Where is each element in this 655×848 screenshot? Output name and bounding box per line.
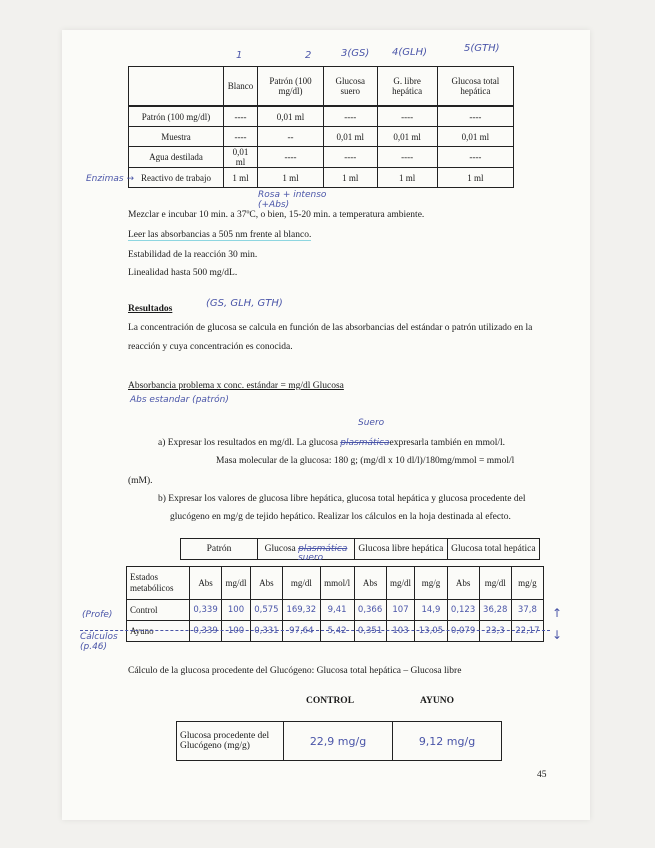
- table-cell: ----: [258, 147, 324, 168]
- control-value: 22,9 mg/g: [284, 722, 393, 761]
- table-cell: ----: [224, 127, 258, 147]
- column-number-3: 3(GS): [341, 48, 370, 59]
- row-header-line: Estados: [130, 572, 158, 582]
- table-cell: 100: [222, 600, 251, 621]
- table-cell: 0,366: [354, 600, 386, 621]
- table-row: [127, 567, 544, 600]
- item-a-suffix: expresarla también en mmol/l.: [389, 438, 506, 448]
- item-a-prefix: a) Expresar los resultados en mg/dl. La glucosa: [158, 438, 338, 448]
- results-paragraph: La concentración de glucosa se calcula en función de las absorbancias del estándar o patrón utilizado en la: [128, 323, 533, 333]
- table-row: [177, 722, 502, 761]
- formula: [128, 381, 344, 391]
- table-cell: 37,8: [511, 600, 543, 621]
- table-row: [129, 168, 514, 188]
- table-cell: 13,05: [415, 621, 447, 642]
- table-cell: 22,17: [511, 621, 543, 642]
- table-cell: ----: [437, 147, 513, 168]
- unit-cell: Abs: [190, 567, 222, 600]
- item-b-line1: b) Expresar los valores de glucosa libre hepática, glucosa total hepática y glucosa procedente del: [158, 494, 526, 504]
- row-label: Muestra: [129, 127, 224, 147]
- table-cell: 36,28: [479, 600, 511, 621]
- unit-cell: Abs: [250, 567, 282, 600]
- note-rosa-intenso: Rosa + intenso (+Abs): [258, 190, 327, 210]
- table-row: [129, 147, 514, 168]
- header-cell: Glucosa total hepática: [437, 67, 513, 107]
- column-number-2: 2: [305, 50, 312, 61]
- note-suero: Suero: [358, 418, 385, 428]
- control-label: CONTROL: [306, 696, 355, 706]
- table-cell: 1 ml: [258, 168, 324, 188]
- row-label: Ayuno: [127, 621, 190, 642]
- table-cell: 5,42: [320, 621, 354, 642]
- unit-cell: mg/g: [415, 567, 447, 600]
- column-number-5: 5(GTH): [464, 43, 500, 54]
- table-cell: 0,339: [190, 621, 222, 642]
- item-a-line3: (mM).: [128, 476, 153, 486]
- glucosa-note: suero: [298, 553, 324, 563]
- margin-note-enzimas: [86, 174, 134, 184]
- unit-cell: mmol/l: [320, 567, 354, 600]
- dashed-divider: [80, 630, 550, 631]
- glycogen-calc-line: Cálculo de la glucosa procedente del Glucógeno: Glucosa total hepática – Glucosa libre: [128, 666, 462, 676]
- margin-note-enzimas-text: Enzimas: [86, 174, 124, 184]
- table-cell: 103: [386, 621, 415, 642]
- glucosa-prefix: Glucosa: [264, 544, 296, 554]
- table-cell: 0,079: [447, 621, 479, 642]
- header-cell: Glucosa suero: [323, 67, 377, 107]
- table-cell: 0,01 ml: [323, 127, 377, 147]
- table-cell: ----: [323, 106, 377, 127]
- header-cell: Patrón: [181, 539, 258, 560]
- results-heading: Resultados: [128, 304, 173, 314]
- table-cell: --: [258, 127, 324, 147]
- table-cell: 97,64: [283, 621, 321, 642]
- header-cell: Glucosa libre hepática: [355, 539, 448, 560]
- table-cell: 0,575: [250, 600, 282, 621]
- row-label: Reactivo de trabajo: [129, 168, 224, 188]
- reagent-table: [128, 66, 514, 188]
- glycogen-table: [176, 721, 502, 761]
- instruction-line: Leer las absorbancias a 505 nm frente al blanco.: [128, 230, 312, 240]
- unit-cell: mg/dl: [222, 567, 251, 600]
- table-row: [127, 600, 544, 621]
- table-cell: 0,351: [354, 621, 386, 642]
- results-paragraph: reacción y cuya concentración es conocida.: [128, 342, 293, 352]
- arrow-right-icon: →: [123, 174, 134, 184]
- table-cell: 0,01 ml: [258, 106, 324, 127]
- formula-note: Abs estandar (patrón): [130, 395, 229, 405]
- item-a: [158, 438, 505, 448]
- unit-cell: Abs: [447, 567, 479, 600]
- ayuno-value: 9,12 mg/g: [393, 722, 502, 761]
- header-cell: G. libre hepática: [377, 67, 437, 107]
- ayuno-label: AYUNO: [420, 696, 454, 706]
- arrow-up-icon: ↑: [552, 606, 563, 620]
- row-label: Control: [127, 600, 190, 621]
- table-cell: ----: [377, 106, 437, 127]
- table-cell: ----: [437, 106, 513, 127]
- table-cell: 100: [222, 621, 251, 642]
- instruction-line: Linealidad hasta 500 mg/dL.: [128, 268, 238, 278]
- row-header-cell: [127, 567, 190, 600]
- header-cell: Patrón (100 mg/dl): [258, 67, 324, 107]
- item-b-line2: glucógeno en mg/g de tejido hepático. Realizar los cálculos en la hoja destinada al efecto.: [170, 512, 511, 522]
- header-cell: Blanco: [224, 67, 258, 107]
- row-label: Patrón (100 mg/dl): [129, 106, 224, 127]
- table-cell: 169,32: [283, 600, 321, 621]
- formula-text: Absorbancia problema x conc. estándar = mg/dl Glucosa: [128, 381, 344, 391]
- page-number: 45: [537, 770, 547, 780]
- margin-note-calculos: Cálculos (p.46): [80, 632, 118, 652]
- unit-cell: mg/g: [511, 567, 543, 600]
- unit-cell: mg/dl: [386, 567, 415, 600]
- table-cell: 0,01 ml: [437, 127, 513, 147]
- table-cell: 9,41: [320, 600, 354, 621]
- column-number-4: 4(GLH): [392, 47, 428, 58]
- table-row: [181, 539, 540, 560]
- table-cell: 1 ml: [437, 168, 513, 188]
- row-header-line: metabólicos: [130, 583, 174, 593]
- results-header-table: [180, 538, 540, 563]
- table-cell: 23,3: [479, 621, 511, 642]
- table-cell: 1 ml: [323, 168, 377, 188]
- table-row: [129, 106, 514, 127]
- table-cell: 1 ml: [377, 168, 437, 188]
- column-number-1: 1: [236, 50, 243, 61]
- header-cell-glucosa: [258, 539, 355, 563]
- table-row: [129, 127, 514, 147]
- table-cell: 0,01 ml: [224, 147, 258, 168]
- table-cell: ----: [377, 147, 437, 168]
- glucosa-struck: plasmática: [298, 544, 348, 554]
- row-label: Agua destilada: [129, 147, 224, 168]
- table-cell: 0,331: [250, 621, 282, 642]
- corner-cell: [129, 67, 224, 107]
- reagent-table-header: [129, 67, 514, 107]
- item-a-struck: plasmática: [340, 438, 390, 448]
- margin-note-profe: (Profe): [82, 610, 113, 620]
- instruction-line: Mezclar e incubar 10 min. a 37ºC, o bien, 15-20 min. a temperatura ambiente.: [128, 210, 425, 220]
- item-a-line2: Masa molecular de la glucosa: 180 g; (mg/dl x 10 dl/l)/180mg/mmol = mmol/l: [216, 456, 515, 466]
- table-cell: ----: [224, 106, 258, 127]
- table-cell: 14,9: [415, 600, 447, 621]
- table-cell: ----: [323, 147, 377, 168]
- unit-cell: mg/dl: [479, 567, 511, 600]
- results-heading-note: (GS, GLH, GTH): [206, 298, 283, 309]
- unit-cell: Abs: [354, 567, 386, 600]
- header-cell: Glucosa total hepática: [447, 539, 539, 560]
- table-cell: 0,01 ml: [377, 127, 437, 147]
- unit-cell: mg/dl: [283, 567, 321, 600]
- table-cell: 0,123: [447, 600, 479, 621]
- row-label: Glucosa procedente del Glucógeno (mg/g): [177, 722, 284, 761]
- table-cell: 107: [386, 600, 415, 621]
- table-cell: 1 ml: [224, 168, 258, 188]
- table-row: [127, 621, 544, 642]
- arrow-down-icon: ↓: [552, 628, 563, 642]
- instruction-line: Estabilidad de la reacción 30 min.: [128, 250, 258, 260]
- table-cell: 0,339: [190, 600, 222, 621]
